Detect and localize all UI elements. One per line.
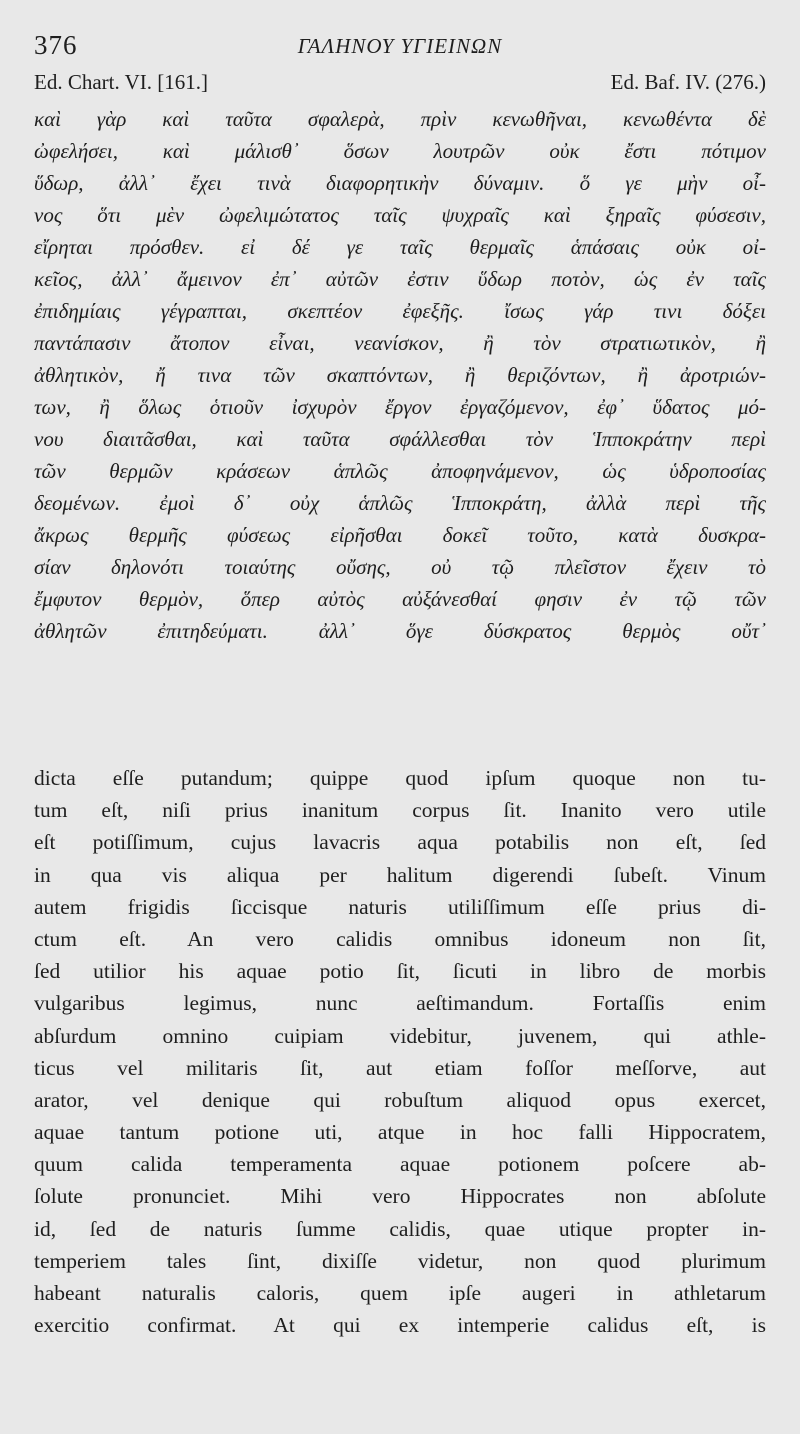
greek-text-line: ἐπιδημίαις γέγραπται, σκεπτέον ἐφεξῆς. ἴσως γάρ τινι δόξει (34, 299, 766, 323)
latin-text-block (34, 762, 766, 1341)
page-number: 376 (34, 30, 78, 60)
latin-text-line: quum calida temperamenta aquae potionem poſcere ab- (34, 1152, 766, 1177)
latin-text-line: arator, vel denique qui robuſtum aliquod opus exercet, (34, 1087, 766, 1112)
latin-text-line: in qua vis aliqua per halitum digerendi ſubeſt. Vinum (34, 862, 766, 887)
edition-reference-basel: Ed. Baf. IV. (276.) (610, 70, 766, 94)
greek-text-line: ἄκρως θερμῆς φύσεως εἰρῆσθαι δοκεῖ τοῦτο, κατὰ δυσκρα- (34, 523, 766, 547)
greek-text-line: εἴρηται πρόσθεν. εἰ δέ γε ταῖς θερμαῖς ἁπάσαις οὐκ οἰ- (34, 235, 766, 259)
latin-text-line: id, ſed de naturis ſumme calidis, quae utique propter in- (34, 1216, 766, 1241)
edition-reference-chartier: Ed. Chart. VI. [161.] (34, 70, 208, 94)
latin-text-line: aquae tantum potione uti, atque in hoc falli Hippocratem, (34, 1120, 766, 1145)
latin-text-line: dicta eſſe putandum; quippe quod ipſum quoque non tu- (34, 766, 766, 790)
latin-text-line: tum eſt, niſi prius inanitum corpus ſit. Inanito vero utile (34, 798, 766, 823)
greek-text-line: νος ὅτι μὲν ὠφελιμώτατος ταῖς ψυχραῖς καὶ ξηραῖς φύσεσιν, (34, 203, 766, 227)
greek-text-line: τῶν θερμῶν κράσεων ἁπλῶς ἀποφηνάμενον, ὡς ὑδροποσίας (34, 459, 766, 483)
greek-text-line: καὶ γὰρ καὶ ταῦτα σφαλερὰ, πρὶν κενωθῆναι, κενωθέντα δὲ (34, 107, 766, 131)
latin-text-line: ſolute pronunciet. Mihi vero Hippocrates non abſolute (34, 1184, 766, 1209)
greek-text-line: νου διαιτᾶσθαι, καὶ ταῦτα σφάλλεσθαι τὸν Ἱπποκράτην περὶ (34, 427, 766, 451)
greek-text-block (34, 103, 766, 647)
greek-text-line: των, ἢ ὅλως ὁτιοῦν ἰσχυρὸν ἔργον ἐργαζόμενον, ἐφ᾽ ὕδατος μό- (34, 395, 766, 419)
latin-text-line: vulgaribus legimus, nunc aeſtimandum. Fortaſſis enim (34, 991, 766, 1016)
greek-text-line: δεομένων. ἐμοὶ δ᾽ οὐχ ἁπλῶς Ἱπποκράτη, ἀλλὰ περὶ τῆς (34, 491, 766, 515)
latin-text-line: autem frigidis ſiccisque naturis utiliſſimum eſſe prius di- (34, 894, 766, 919)
greek-text-line: ἔμφυτον θερμὸν, ὅπερ αὐτὸς αὐξάνεσθαί φησιν ἐν τῷ τῶν (34, 587, 766, 611)
running-title: ΓΑΛΗΝΟΥ ΥΓΙΕΙΝΩΝ (297, 34, 503, 58)
latin-text-line: habeant naturalis caloris, quem ipſe augeri in athletarum (34, 1281, 766, 1305)
greek-text-line: ὕδωρ, ἀλλ᾽ ἔχει τινὰ διαφορητικὴν δύναμιν. ὅ γε μὴν οἶ- (34, 171, 766, 195)
greek-text-line: κεῖος, ἀλλ᾽ ἄμεινον ἐπ᾽ αὐτῶν ἐστιν ὕδωρ ποτὸν, ὡς ἐν ταῖς (34, 267, 766, 291)
latin-text-line: ſed utilior his aquae potio ſit, ſicuti in libro de morbis (34, 959, 766, 984)
latin-text-line: exercitio confirmat. At qui ex intemperie calidus eſt, is (34, 1313, 766, 1338)
latin-text-line: ctum eſt. An vero calidis omnibus idoneum non ſit, (34, 926, 766, 951)
greek-text-line: ὠφελήσει, καὶ μάλισθ᾽ ὅσων λουτρῶν οὐκ ἔστι πότιμον (34, 139, 766, 163)
latin-text-line: eſt potiſſimum, cujus lavacris aqua potabilis non eſt, ſed (34, 830, 766, 855)
greek-text-line: ἀθλητικὸν, ἤ τινα τῶν σκαπτόντων, ἢ θεριζόντων, ἢ ἀροτριών- (34, 363, 766, 387)
running-head (34, 30, 766, 64)
latin-text-line: abſurdum omnino cuipiam videbitur, juvenem, qui athle- (34, 1023, 766, 1048)
greek-text-line: ἀθλητῶν ἐπιτηδεύματι. ἀλλ᾽ ὅγε δύσκρατος θερμὸς οὔτ᾽ (34, 619, 766, 643)
edition-reference-line (34, 70, 766, 100)
latin-text-line: ticus vel militaris ſit, aut etiam foſſor meſſorve, aut (34, 1055, 766, 1080)
greek-text-line: παντάπασιν ἄτοπον εἶναι, νεανίσκον, ἢ τὸν στρατιωτικὸν, ἢ (34, 331, 766, 355)
latin-text-line: temperiem tales ſint, dixiſſe videtur, non quod plurimum (34, 1248, 766, 1273)
greek-text-line: σίαν δηλονότι τοιαύτης οὔσης, οὐ τῷ πλεῖστον ἔχειν τὸ (34, 555, 766, 579)
